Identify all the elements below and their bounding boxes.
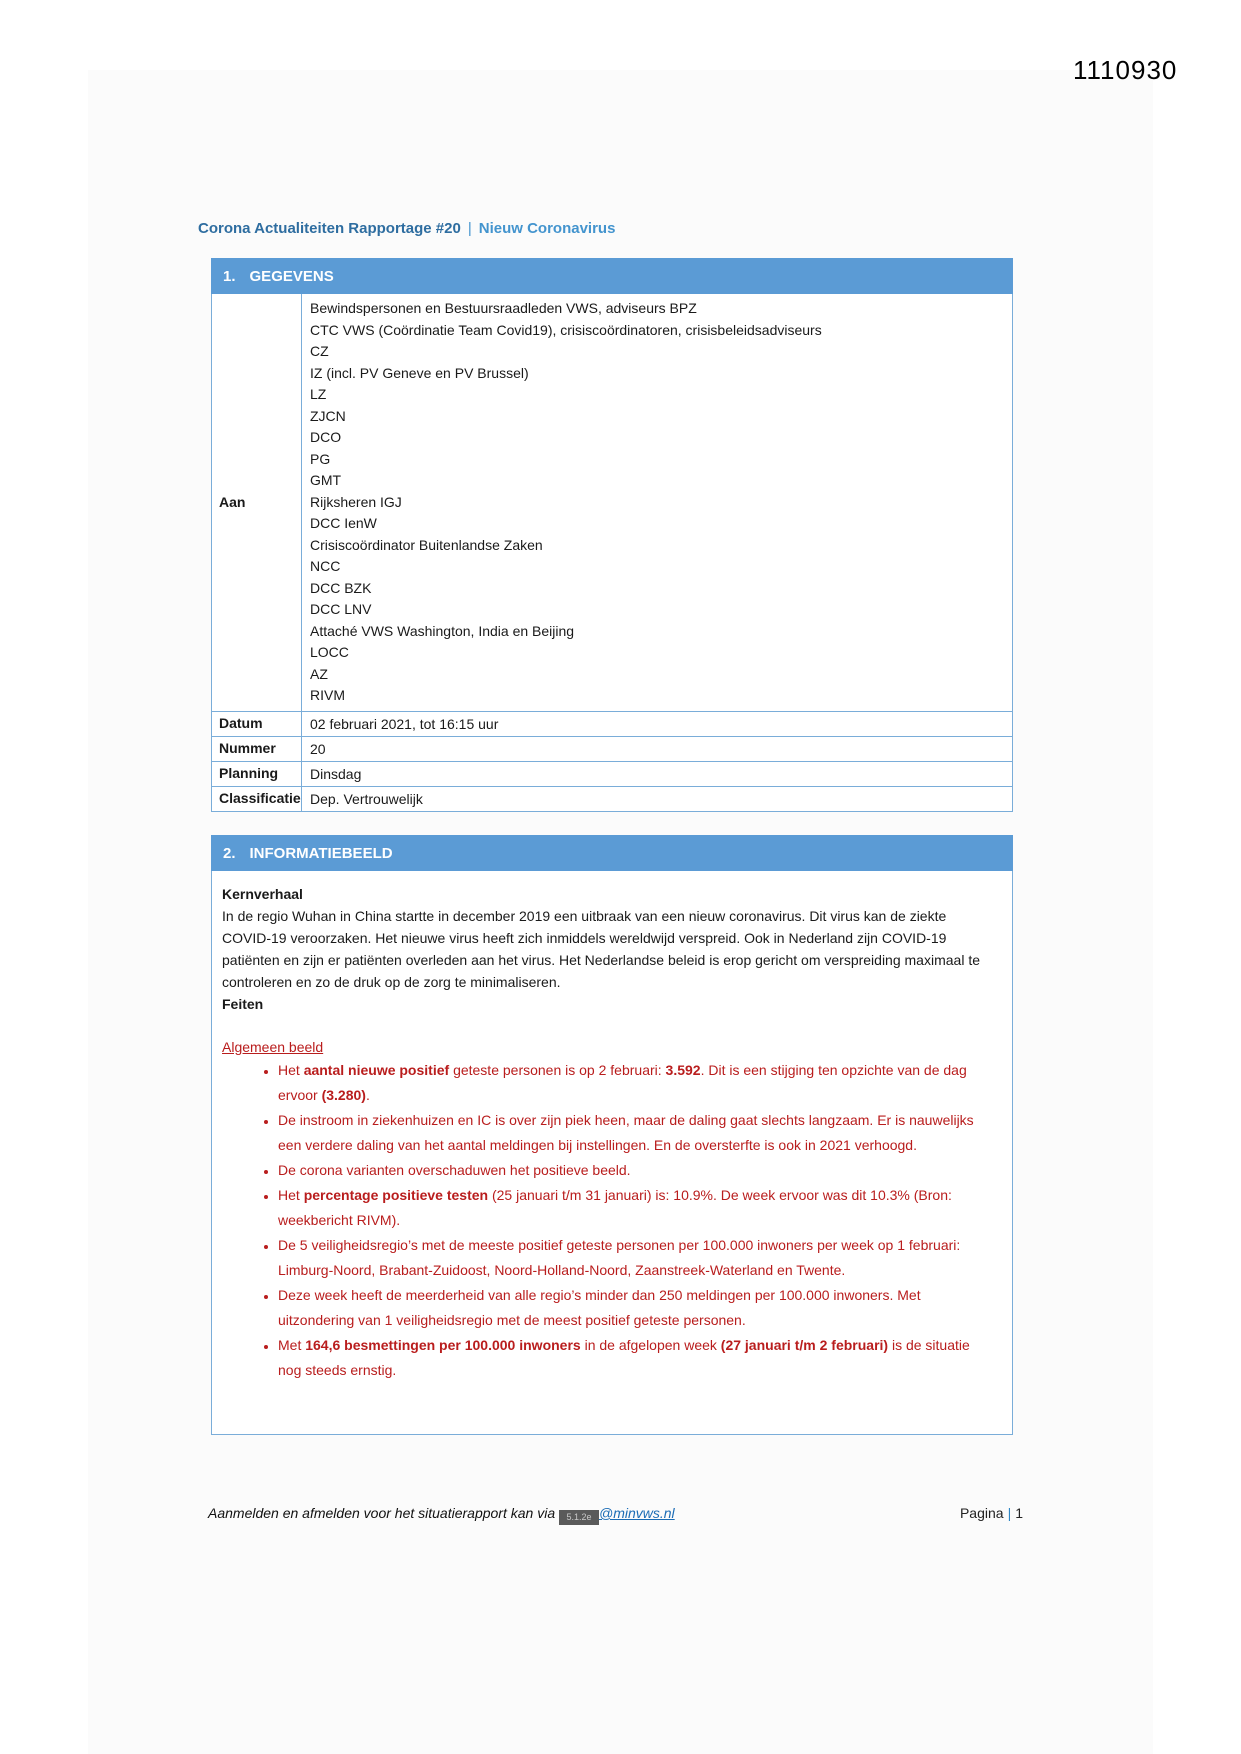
title-main: Corona Actualiteiten Rapportage #20 [198,220,461,237]
recipient-line: CTC VWS (Coördinatie Team Covid19), crisiscoördinatoren, crisisbeleidsadviseurs [310,321,822,338]
page-number-separator: | [1007,1505,1012,1521]
row-value: Dinsdag [310,765,362,782]
recipient-line: Rijksheren IGJ [310,493,402,510]
bullet-text: geteste personen is op 2 februari: [453,1062,666,1078]
algemeen-beeld-bullet-list [222,1058,998,1383]
row-value: 02 februari 2021, tot 16:15 uur [310,715,499,732]
recipient-line: DCC BZK [310,579,372,596]
bullet-text-bold: aantal nieuwe positief [303,1062,454,1078]
bullet-text: De instroom in ziekenhuizen en IC is over zijn piek heen, maar de daling gaat slechts langzaam. Er is nauwelijks een verdere daling van het aantal meldingen bij instellingen. En de oversterfte is ook in 2021 verhoogd. [278,1112,974,1153]
recipient-line: CZ [310,343,329,359]
bullet-text: Met [278,1337,306,1353]
feiten-heading: Feiten [222,996,264,1012]
doc-number: 1110930 [1073,55,1178,85]
page-footer [208,1505,1023,1525]
bullet-item [278,1158,998,1183]
gegevens-table-body [211,294,1013,812]
row-value: Dep. Vertrouwelijk [310,790,423,807]
table-row [212,736,1012,761]
document-title [198,220,615,237]
informatiebeeld-section-header [211,835,1013,871]
email-link[interactable]: @minvws.nl [599,1505,675,1521]
recipients-list [302,294,1012,711]
recipient-line: AZ [310,665,328,682]
title-separator: | [467,220,472,237]
row-label: Datum [212,712,302,736]
informatiebeeld-table [211,835,1013,1435]
bullet-text: Deze week heeft de meerderheid van alle regio’s minder dan 250 meldingen per 100.000 inwoners. Met uitzondering van 1 veiligheidsregio met de meest positief geteste personen. [278,1287,921,1328]
row-label: Nummer [212,737,302,761]
bullet-item [278,1233,998,1283]
section-number: 2. [223,844,236,862]
bullet-item [278,1058,998,1108]
informatiebeeld-body [211,871,1013,1435]
bullet-item [278,1333,998,1383]
bullet-text: . [365,1087,370,1103]
recipient-line: GMT [310,472,342,488]
bullet-text: is de situatie nog steeds ernstig. [278,1337,970,1378]
section-number: 1. [223,267,236,285]
bullet-text-bold: (3.280) [321,1087,366,1103]
table-row [212,786,1012,811]
bullet-text-bold: 3.592 [665,1062,701,1078]
recipient-line: ZJCN [310,407,346,424]
footer-subscribe-note [208,1505,675,1525]
gegevens-table [211,258,1013,812]
recipient-line: NCC [310,558,341,574]
recipient-line: RIVM [310,687,345,703]
table-row [212,711,1012,736]
bullet-text: De 5 veiligheidsregio’s met de meeste positief geteste personen per 100.000 inwoners per week op 1 februari: Limburg-Noord, Brabant-Zuidoost, Noord-Holland-Noord, Zaanstreek-Waterland en Twente. [278,1237,961,1278]
redaction-box: 5.1.2e [559,1510,599,1525]
bullet-text: . Dit is een stijging ten opzichte van de dag ervoor [278,1062,967,1103]
recipient-line: DCC IenW [310,515,377,531]
recipient-line: IZ (incl. PV Geneve en PV Brussel) [310,364,529,381]
recipient-line: Bewindspersonen en Bestuursraadleden VWS, adviseurs BPZ [310,300,697,316]
page-number-value: 1 [1015,1505,1023,1521]
bullet-text: Het [278,1187,304,1203]
meta-rows [212,711,1012,811]
bullet-text: Het [278,1062,304,1078]
bullet-item [278,1283,998,1333]
page-label: Pagina [959,1505,1004,1521]
section-title: GEGEVENS [249,267,334,285]
table-row-aan [212,294,1012,711]
row-label: Planning [212,762,302,786]
recipient-line: DCC LNV [310,601,372,617]
footer-text: Aanmelden en afmelden voor het situatierapport kan via [208,1505,559,1521]
table-row [212,761,1012,786]
recipient-line: Attaché VWS Washington, India en Beijing [310,622,575,639]
recipient-line: DCO [310,429,342,445]
row-value: 20 [310,740,326,757]
kernverhaal-heading: Kernverhaal [222,886,303,902]
aan-label: Aan [212,294,302,711]
page-number [960,1505,1023,1521]
title-subtitle: Nieuw Coronavirus [478,220,616,237]
recipient-line: LOCC [310,644,349,660]
row-label: Classificatie [212,787,302,811]
bullet-text: in de afgelopen week [584,1337,721,1353]
bullet-item [278,1183,998,1233]
recipient-line: LZ [310,386,327,402]
kernverhaal-paragraph: In de regio Wuhan in China startte in december 2019 een uitbraak van een nieuw coronavirus. Dit virus kan de ziekte COVID-19 veroorzaken. Het nieuwe virus heeft zich inmiddels wereldwijd verspreid. Ook in Nederland zijn COVID-19 patiënten en zijn er patiënten overleden aan het virus. Het Nederlandse beleid is erop gericht om verspreiding maximaal te controleren en zo de druk op de zorg te minimaliseren. [222,908,980,990]
bullet-text-bold: 164,6 besmettingen per 100.000 inwoners [305,1337,585,1353]
bullet-item [278,1108,998,1158]
gegevens-section-header [211,258,1013,294]
recipient-line: PG [310,450,331,467]
algemeen-beeld-heading: Algemeen beeld [222,1039,324,1055]
recipient-line: Crisiscoördinator Buitenlandse Zaken [310,536,543,553]
section-title: INFORMATIEBEELD [249,844,393,862]
bullet-text: (25 januari t/m 31 januari) is: 10.9%. De week ervoor was dit 10.3% (Bron: weekbericht RIVM). [278,1187,952,1228]
bullet-text-bold: (27 januari t/m 2 februari) [720,1337,889,1353]
bullet-text-bold: percentage positieve testen [303,1187,492,1203]
bullet-text: De corona varianten overschaduwen het positieve beeld. [278,1162,631,1178]
